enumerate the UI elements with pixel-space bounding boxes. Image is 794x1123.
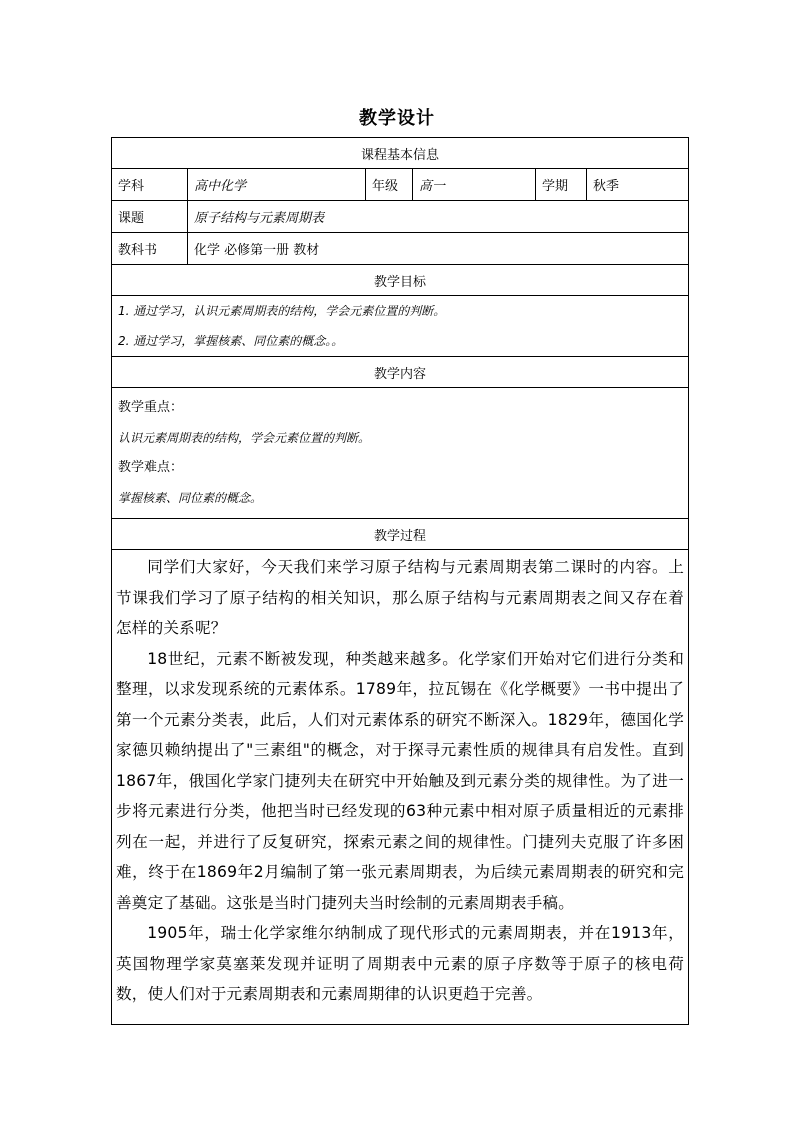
process-header-row	[112, 519, 689, 550]
process-paragraph: 18世纪，元素不断被发现，种类越来越多。化学家们开始对它们进行分类和整理，以求发现系统的元素体系。1789年，拉瓦锡在《化学概要》一书中提出了第一个元素分类表，此后，人们对元素体系的研究不断深入。1829年，德国化学家德贝赖纳提出了"三素组"的概念，对于探寻元素性质的规律具有启发性。直到1867年，俄国化学家门捷列夫在研究中开始触及到元素分类的规律性。为了进一步将元素进行分类，他把当时已经发现的63种元素中相对原子质量相近的元素排列在一起，并进行了反复研究，探索元素之间的规律性。门捷列夫克服了许多困难，终于在1869年2月编制了第一张元素周期表，为后续元素周期表的研究和完善奠定了基础。这张是当时门捷列夫当时绘制的元素周期表手稿。	[116, 649, 685, 912]
lesson-plan-table	[111, 137, 689, 1025]
objective-item: 2. 通过学习，掌握核素、同位素的概念。。	[118, 334, 344, 348]
process-cell	[112, 550, 689, 1025]
topic-label: 课题	[112, 201, 188, 233]
difficult-point-text: 掌握核素、同位素的概念。	[118, 491, 263, 505]
objective-item: 1. 通过学习，认识元素周期表的结构，学会元素位置的判断。	[118, 304, 446, 318]
topic-value: 原子结构与元素周期表	[188, 201, 689, 233]
key-point-text: 认识元素周期表的结构，学会元素位置的判断。	[118, 431, 371, 445]
content-row	[112, 388, 689, 519]
objectives-row	[112, 296, 689, 357]
objectives-header-row	[112, 265, 689, 296]
subject-row	[112, 169, 689, 201]
process-paragraph: 1905年，瑞士化学家维尔纳制成了现代形式的元素周期表，并在1913年，英国物理学家莫塞莱发现并证明了周期表中元素的原子序数等于原子的核电荷数，使人们对于元素周期表和元素周期律的认识更趋于完善。	[116, 924, 685, 1003]
content-cell	[112, 388, 689, 519]
objectives-cell	[112, 296, 689, 357]
process-row	[112, 550, 689, 1025]
basic-info-header-row	[112, 138, 689, 169]
objectives-header: 教学目标	[112, 265, 689, 296]
subject-label: 学科	[112, 169, 188, 201]
basic-info-header: 课程基本信息	[112, 138, 689, 169]
content-header: 教学内容	[112, 357, 689, 388]
subject-value: 高中化学	[188, 169, 366, 201]
key-point-label: 教学重点：	[118, 400, 184, 415]
term-value: 秋季	[587, 169, 689, 201]
textbook-row	[112, 233, 689, 265]
process-paragraph: 同学们大家好，今天我们来学习原子结构与元素周期表第二课时的内容。上节课我们学习了原子结构的相关知识，那么原子结构与元素周期表之间又存在着怎样的关系呢？	[116, 558, 685, 637]
document-title: 教学设计	[359, 108, 435, 129]
topic-row	[112, 201, 689, 233]
process-header: 教学过程	[112, 519, 689, 550]
difficult-point-label: 教学难点：	[118, 460, 184, 475]
textbook-value: 化学 必修第一册 教材	[188, 233, 689, 265]
textbook-label: 教科书	[112, 233, 188, 265]
term-label: 学期	[536, 169, 587, 201]
grade-value: 高一	[413, 169, 536, 201]
grade-label: 年级	[366, 169, 413, 201]
content-header-row	[112, 357, 689, 388]
